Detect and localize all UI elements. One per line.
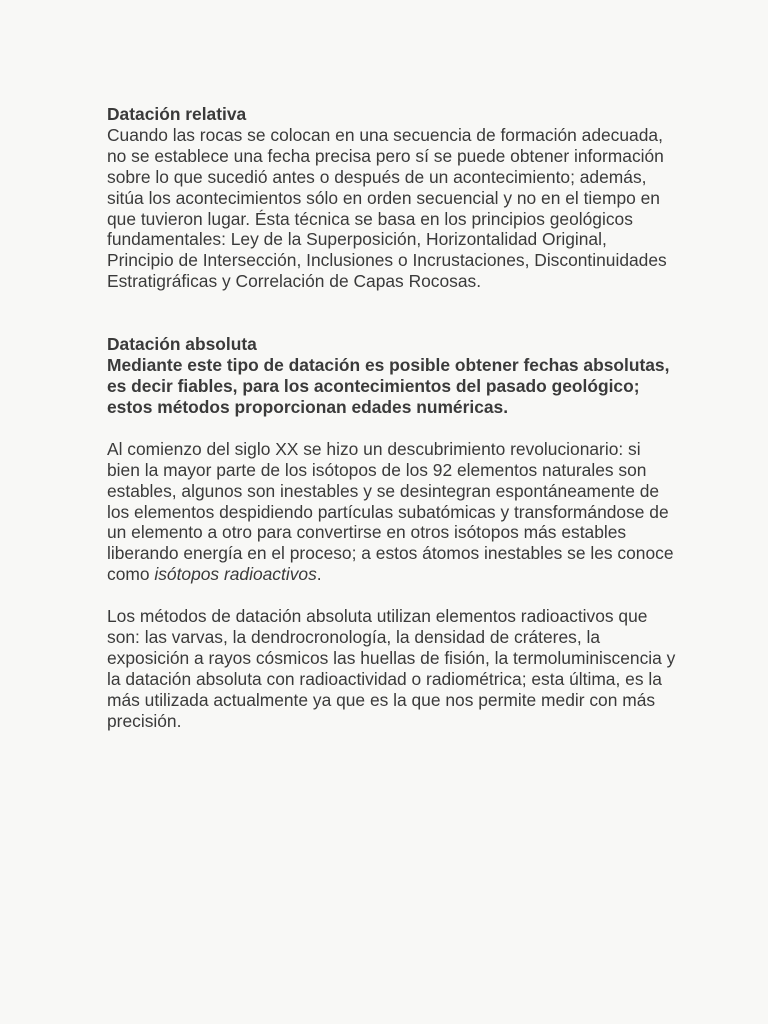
absolute-dating-heading: Datación absoluta — [107, 334, 257, 355]
absolute-methods-paragraph: Los métodos de datación absoluta utilizan elementos radioactivos que son: las varvas, la dendrocronología, la densidad de cráteres, la exposición a rayos cósmicos las huellas de fisión, la termoluminiscencia y la datación absoluta con radioactividad o radiométrica; esta última, es la más utilizada actualmente ya que es la que nos permite medir con más precisión. — [107, 606, 676, 731]
paragraph-spacer — [107, 585, 677, 606]
radioactive-discovery-end: . — [316, 564, 322, 585]
absolute-dating-intro: Mediante este tipo de datación es posible obtener fechas absolutas, es decir fiables, para los acontecimientos del pasado geológico; estos métodos proporcionan edades numéricas. — [107, 355, 670, 417]
radioactive-discovery-text: Al comienzo del siglo XX se hizo un descubrimiento revolucionario: si bien la mayor parte de los isótopos de los 92 elementos naturales son estables, algunos son inestables y se desintegran espontáneamente de los elementos despidiendo partículas subatómicas y transformándose de un elemento a otro para convertirse en otros isótopos más estables liberando energía en el proceso; a estos átomos inestables se les conoce como — [107, 438, 674, 585]
document-content — [107, 104, 677, 732]
radioactive-discovery-paragraph — [107, 439, 677, 585]
relative-dating-heading: Datación relativa — [107, 104, 247, 124]
radioactive-isotopes-term: isótopos radioactivos — [154, 564, 317, 585]
paragraph-spacer — [107, 418, 677, 439]
relative-dating-paragraph: Cuando las rocas se colocan en una secuencia de formación adecuada, no se establece una fecha precisa pero sí se puede obtener información sobre lo que sucedió antes o después de un acontecimiento; además, sitúa los acontecimientos sólo en orden secuencial y no en el tiempo en que tuvieron lugar. Ésta técnica se basa en los principios geológicos fundamentales: Ley de la Superposición, Horizontalidad Original, Principio de Intersección, Inclusiones o Incrustaciones, Discontinuidades Estratigráficas y Correlación de Capas Rocosas. — [107, 124, 667, 292]
section-spacer — [107, 292, 677, 334]
